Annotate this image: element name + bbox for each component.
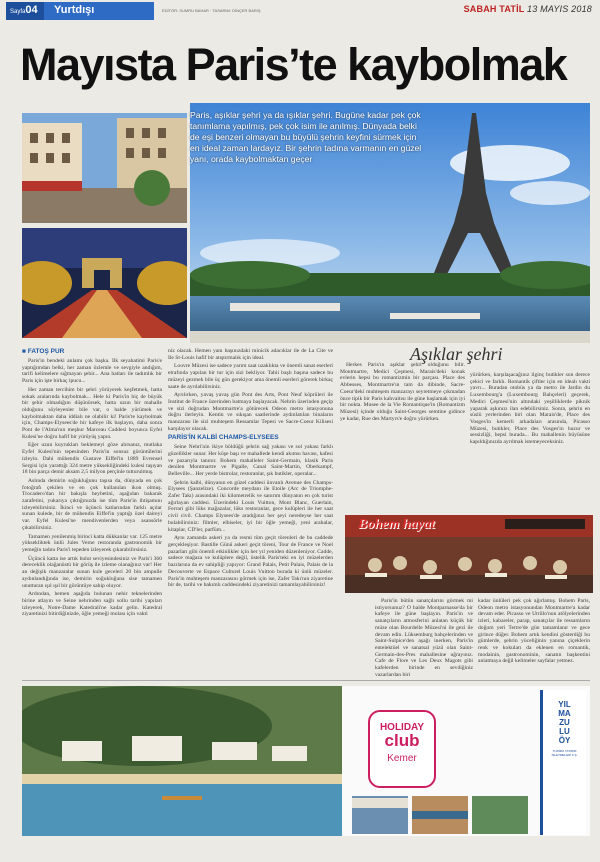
- article-column-3: [340, 362, 465, 512]
- paragraph: Ardından, hemen aşağıda bulunan nehir teknelerinden birine atlayın ve Seine nehrinden sağlı sollu tarihi yapıları izleyerek, Notre-Dame Katedrali'ne kadar gelin. Katedral ziyaretinizi bitirdiğinizde, öğle yemeği molası için vakti: [22, 591, 162, 618]
- article-column-5: [375, 598, 473, 676]
- headline: Mayısta Paris’te kaybolmak: [20, 39, 567, 90]
- byline: ■ FATOŞ PUR: [22, 348, 65, 355]
- subheading: PARİS'İN KALBİ CHAMPS-ELYSEES: [168, 434, 279, 442]
- lovers-city-heading: Aşıklar şehri: [410, 344, 503, 364]
- article-column-2: [168, 348, 333, 672]
- holiday-club-ad: [22, 686, 590, 836]
- paragraph: Louvre Müzesi ise sadece yarım saat uzaklıkta ve önemli sanat eserleri etrafında yapılan bir tur için sizi bekliyor. Tabii başlı başına sadece bu müzeyi gezmek bile üç gün gerekiyor ama önemli eserleri görerek birkaç saate de ayrılabilirsiniz.: [168, 363, 333, 390]
- credit-line: EDİTÖR: SUMRU BAHAR · TASARIM: DİNÇER BARIŞ: [162, 8, 261, 13]
- paragraph: yürürken, karşılaşacağınız ilginç butikler son derece çekici ve farklı. Romantik çiftler için en idealı vakti yavrı... Buradan otobüs ya da metro ile Jardin du Luxembourg'a (Luxembourg Bahçeleri) geçerek, Medici Çeşmesi'nin altındaki yeşilliklerde piknik yaparak aşkınızı ilan edebilirsiniz. Sonra, şehrin en süslü yerlerinden biri olan Marais'de, Place des Vosges'in kemerli arkadaları arasında, Picasso Müzesi, butikler, Place des Vosges'in huzur ve sessizliği, hepsi burada... Bu mahallenin büyüsüne kapıldığınızda ayrılmak istemeyeceksiniz.: [470, 372, 590, 446]
- paragraph: Paris'in bütün sanatçılarını görmek mi istiyorsunuz? O halde Montparnasse'da bir kafeye ile güne başlayın. Paris'in ve sanatçıların atmosferini anlatan küçük bir müze olan Bourdelle Müzesi'ni ile gezi ile devam edin. Lüksemburg bahçelerinden ve Saint-Sulpice'den aşağı inerken, Paris'in entelektüel ve sanatsal yüzü olan Saint-Germain-des-Pres mahallesine uğrayınız. Cafe de Flore ve Les Deux Magots gibi kafelerden birinde en sevdiğiniz yazarlardan biri: [375, 598, 473, 676]
- date: 13 MAYIS 2018: [527, 4, 592, 14]
- page-number: Sayfa04: [6, 2, 44, 20]
- paragraph: Seine Nehri'nin ikiye böldüğü şehrin sağ yakası ve sol yakası farklı güzellikler sunar. Her köşe başı ve mahallede kendi akımsı havası, kafesi ve pazarıyla tanınır. Bohem mahalleler Saint-Germain, klasik Paris denilen Montmartre ve Pigalle, Canal Saint-Martin, Oberkampf, Belleville... Her yerde bistrolar, restoranlar, şık butikler, operalar...: [168, 444, 333, 477]
- paragraph: Paris'in bendeki anlamı çok başka. İlk seyahatimi Paris'e yaptığımdan belki, her zaman özlemle ve sevgiyle andığım, tarifi kelimelere sığmayan şehir... Ana hatları ile tadımlık bir Paris için işte birkaç ipucu...: [22, 358, 162, 385]
- paragraph: Aynı zamanda askeri ya da resmi tüm geçit törenleri de bu caddede gerçekleşiyor. Bastille Günü askeri geçit töreni, Tour de France ve Noel pazarları gibi önemli etkinlikler için her yıl yeniden düzenleniyor. Cadde, sadece mağaza ve kulüplere değil, üstelik Paris'teki en iyi müzelerden bazılarına da ev sahipliği yapıyor: Grand Palais, Petit Palais, Palais de la Decouverte ve Espace Culturel Louis Vuitton burada ki ünlü müzeler. Paris'in muhteşem manzarasını görmek için ise, Zafer Takı'nın ziyaretine bir de, tarihi ve bakımlı caddesindeki ziyaretinizi tamamlayabilirsiniz!: [168, 535, 333, 589]
- champs-elysees-night-photo: [22, 228, 187, 338]
- article-column-6: [478, 598, 590, 676]
- paris-street-photo: [22, 113, 187, 223]
- article-column-1: [22, 358, 162, 672]
- paragraph: Tamamen yenilenmiş birinci katta dükkanlar var. 125 metre yüksekliktek ünlü Jules Verne restoranda gastronomik bir yemeğin tadını Paris'i tepeden izleyerek çıkarabilirsiniz.: [22, 533, 162, 553]
- paragraph: niz olacak. Hemen yanı başınızdaki minicik adacıklar ile de La Cite ve Ile St-Louis hafif bir atıştırmalık için ideal.: [168, 348, 333, 361]
- paragraph: Eğer uzun kuyrukları beklemeyi göze alırsanız, mutlaka Eyfel Kulesi'nin tepesinden Paris'in sonsuz görüntülerini izleyin. Dahi mühendis Gustave Eiffel'in 1889 Evrensel Sergisi için yarattığı 324 metre yüksekliğindeki kulesi taşıyan 18 bin parça demir aksam 2,5 milyon perçinle tutturulmuş.: [22, 442, 162, 476]
- article-column-4: [470, 372, 590, 512]
- holiday-club-logo: HOLIDAY club Kemer: [368, 710, 436, 788]
- masthead: SABAH TATİL 13 MAYIS 2018: [463, 4, 592, 14]
- paragraph: Ayrılırken, yavaş yavaş gün Pont des Arts, Pont Neuf köprüleri ile Institut de France üzerinden batmaya başlayacak. Nehrin üzerinden geçip ve sizi doğrudan Montmartre'a götürecek Odeon metro istasyonuna doğru ilerleyin. Kentin ve sıkışan saatlerinde aydınlatılan binaların manzarası ile sizi muhteşem Ressamlar Tepesi ve Sacre-Coeur Kilisesi karşılayor olacak.: [168, 392, 333, 432]
- section-label: Yurtdışı: [44, 2, 154, 20]
- paragraph: Üçüncü katta ise artık bulut seviyesindesiniz ve Paris'i 360 dereceklik olağanüstü bir görüş ile izleme olanağınız var! Her an değişik manzaralar sunan kule geceleri 20 bin ampulle aydınlandığında ise, demirin soğukluğuna sise tamamen unutturan ışıl ışıl bir görüntüye sahip oluyor.: [22, 555, 162, 589]
- paragraph: Şehrin kalbi, dünyanın en güzel caddesi ünvanlı Avenue des Champs-Elysees (Şanzelize). Concorde meydanı ile Etoile (Arc de Triomphe-Zafer Takı) arasındaki iki kilometrelik ve sanırım dünyanın en çok turist ağırlayan caddesi. Üzerindeki Louis Vuitton, Mont Blanc, Guerlain, Ferrari gibi lüks mağazalar, lüks restoranlar, gece kulüpleri ile her saat civil civil. Champs Elysees'de aradığınız her şeyi neredeyse her saat bulabilirsiniz: filmler, elbiseler, iyi bir öğle yemeği, yeni arabalar, kitaplar, CD'ler, parfüm...: [168, 479, 333, 533]
- boheme-heading: Bohem hayat: [358, 517, 435, 532]
- intro-text: Paris, aşıklar şehri ya da ışıklar şehri. Bugüne kadar pek çok tanımlama yapılmış, pek çok isim ile anılmış. Dünyada belki de eşi benzeri olmayan bu büyülü şehrin keyfini sürmek için en ideal zaman lardayız. Bir şehrin tadına varmanın en güzel yanı, orada kaybolmaktan geçer: [190, 110, 422, 164]
- partner-logo: YIL MA ZU LU ÖY TURİZM YATIRIM İŞLETMELERİ A.Ş.: [540, 690, 586, 835]
- paragraph: Herkes Paris'ın aşıklar şehri olduğunu bilir. Montmartre, Medici Çeşmesi, Marais'deki konak evlerin hepsi bu romantizmin bir parçası. Place des Abbesses, Montmartre'ın tam da dibinde, Sacre-Coeur'deki muhteşem manzarayı seyretmeye çıkmadan önce tipik bir Paris kahvaltısı ile güne başlamak için iyi bir nokta. Musee de la Vie Romantique'in (Romantizm Müzesi) içinde olduğu Saint-Georges semtine gidince ye kadar, Rue des Martyrs'e doğru yürürken.: [340, 362, 465, 422]
- paragraph: Her zaman tercihim bir şehri yürüyerek keşfetmek, hatta sokak aralarında kaybolmak... Hele ki Paris'in hiç de büyük bir şehir olmadığını düşünürsek, hatta uzun bir mahalle olduğunu söyleyenler bile var, o halde yürümek ve kaybolmaktan daha iddialı ne olabilir ki! Paris'te kaybolmak için, Champs-Elysees'de bir kafeye ilk başlayın, daha sonra Pont de l'Alma'nın meşhur Marceau Caddesi boyunca Eyfel Kulesi'ne doğru hafif bir yürüyüş yapın.: [22, 386, 162, 440]
- section-divider: [22, 680, 590, 681]
- paragraph: Aslında demirin soğukluğunu taşısa da, dünyada en çok fotoğrafı çekilen ve en çok kullanılan ikon olmuş. Trocadero'dan bir bakışla heybetini, aşağıdan bakarak zarafetini, yukarıya çıktığınızda ise tüm Paris'in ihtişamını izleyebilirsiniz. İkinci ve üçüncü katlarından farklı açılar sunan kulede, bir de mühendis Eiffel'in yaptığı özel daireyi var. Eyfel Kulesi'ne mendivenlerden veya asansörle çıkabilirsiniz.: [22, 477, 162, 531]
- paragraph: kadar ünlüleri pek çok ağırlamış. Bohem Paris, Odeon metro istasyonundan Montmartre'a kadar devam eder. Picasso ve Utrillo'nun atölyelerinden izleri, kabareler, parap, sanatçılar ile ressamların doğum yeri Tertre'de gün tamamlanır ve gece girince düğer. Bohem artık kendini gösterdiği bu gümlerde, şehrin yüceliğinin yanına çiçeklerin renk ve kokuları da eklenen en romantik, modainin, gastronominin, sanatın başkentini anlatmaya değil kelimeler sayfalar yetmez.: [478, 598, 590, 665]
